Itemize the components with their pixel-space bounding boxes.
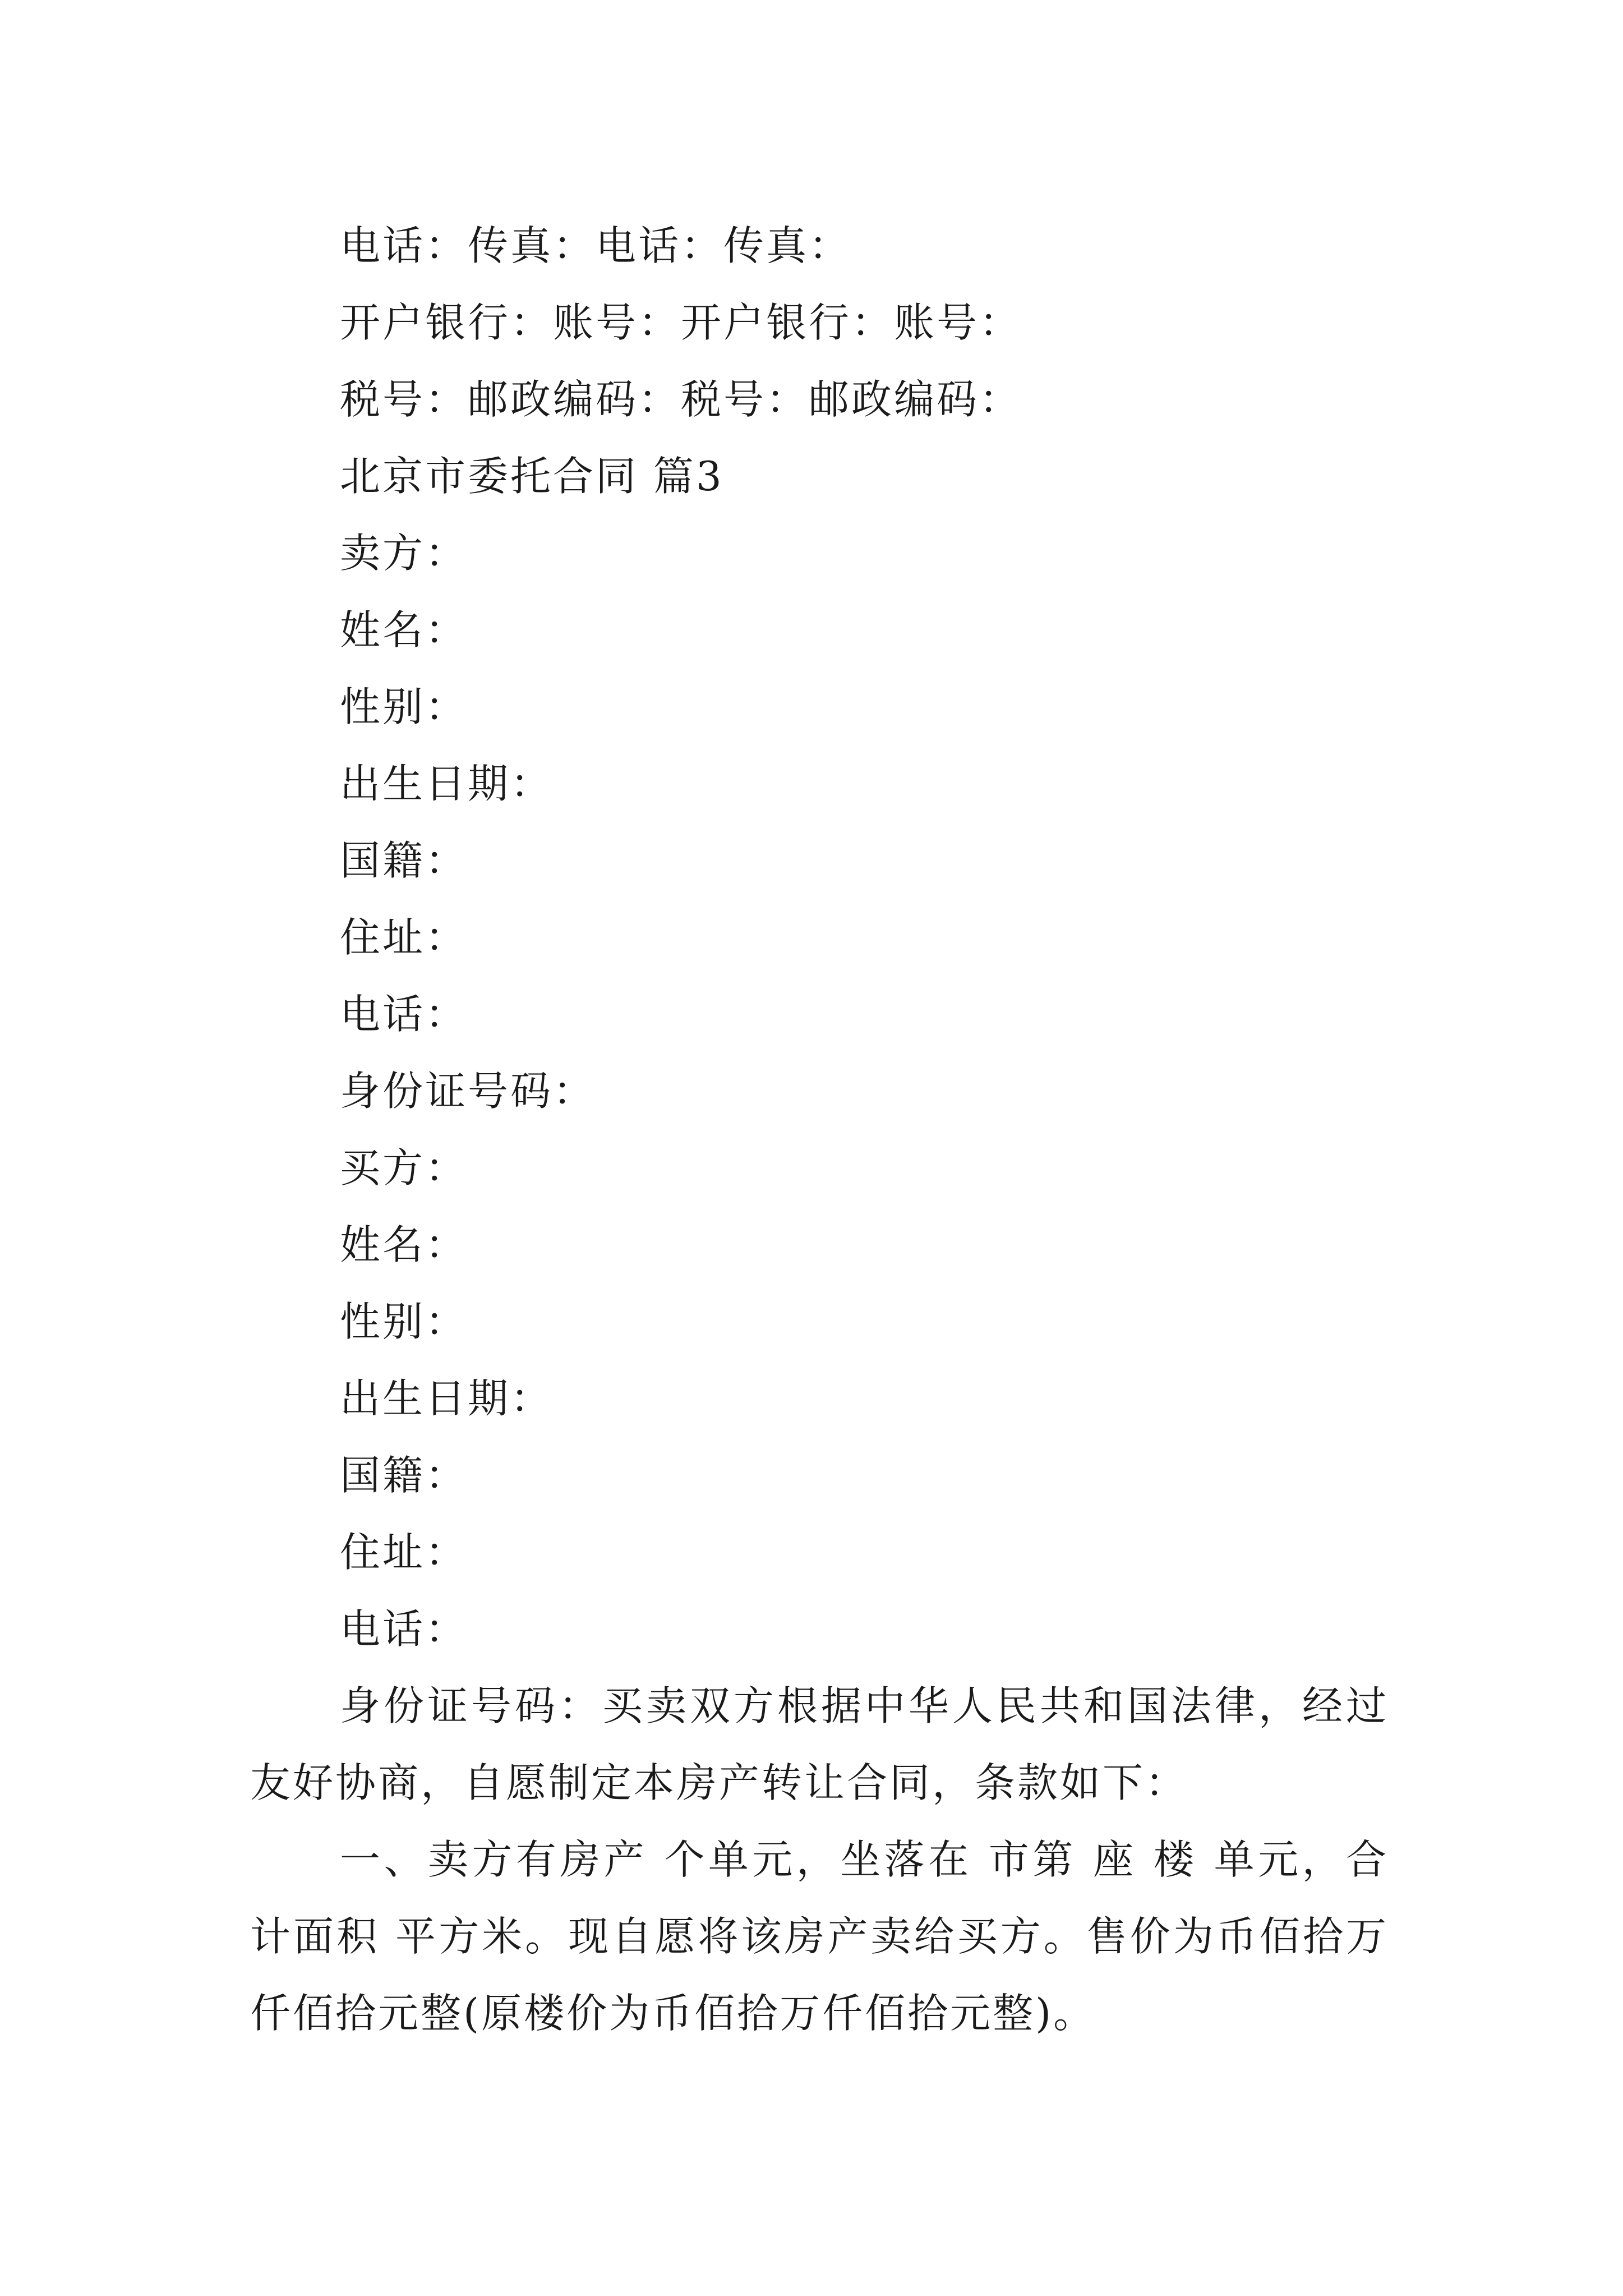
- buyer-name-field: 姓名：: [340, 1221, 468, 1268]
- bank-account-line: 开户银行：账号：开户银行：账号：: [340, 299, 1022, 346]
- document-body: [250, 208, 1389, 2052]
- tax-postcode-line: 税号：邮政编码：税号：邮政编码：: [340, 376, 1022, 423]
- buyer-label: 买方：: [340, 1144, 468, 1191]
- buyer-nationality-field: 国籍：: [340, 1452, 468, 1499]
- seller-phone-field: 电话：: [340, 991, 468, 1038]
- seller-id-field: 身份证号码：: [340, 1068, 596, 1115]
- buyer-birthdate-field: 出生日期：: [340, 1375, 554, 1422]
- buyer-id-and-preamble-paragraph: 身份证号码：买卖双方根据中华人民共和国法律，经过友好协商，自愿制定本房产转让合同，条款如下：: [250, 1682, 1389, 1806]
- seller-label: 卖方：: [340, 530, 468, 577]
- seller-address-field: 住址：: [340, 914, 468, 961]
- clause-one-paragraph: 一、卖方有房产 个单元，坐落在 市第 座 楼 单元，合计面积 平方米。现自愿将该房产卖给买方。售价为币佰拾万仟佰拾元整(原楼价为币佰拾万仟佰拾元整)。: [250, 1836, 1389, 2037]
- seller-name-field: 姓名：: [340, 606, 468, 654]
- section-title: 北京市委托合同 篇3: [340, 453, 724, 500]
- buyer-phone-field: 电话：: [340, 1605, 468, 1653]
- contact-fax-line: 电话：传真：电话：传真：: [340, 222, 852, 269]
- seller-gender-field: 性别：: [340, 683, 468, 730]
- seller-nationality-field: 国籍：: [340, 837, 468, 884]
- seller-birthdate-field: 出生日期：: [340, 760, 554, 807]
- buyer-address-field: 住址：: [340, 1529, 468, 1576]
- buyer-gender-field: 性别：: [340, 1298, 468, 1345]
